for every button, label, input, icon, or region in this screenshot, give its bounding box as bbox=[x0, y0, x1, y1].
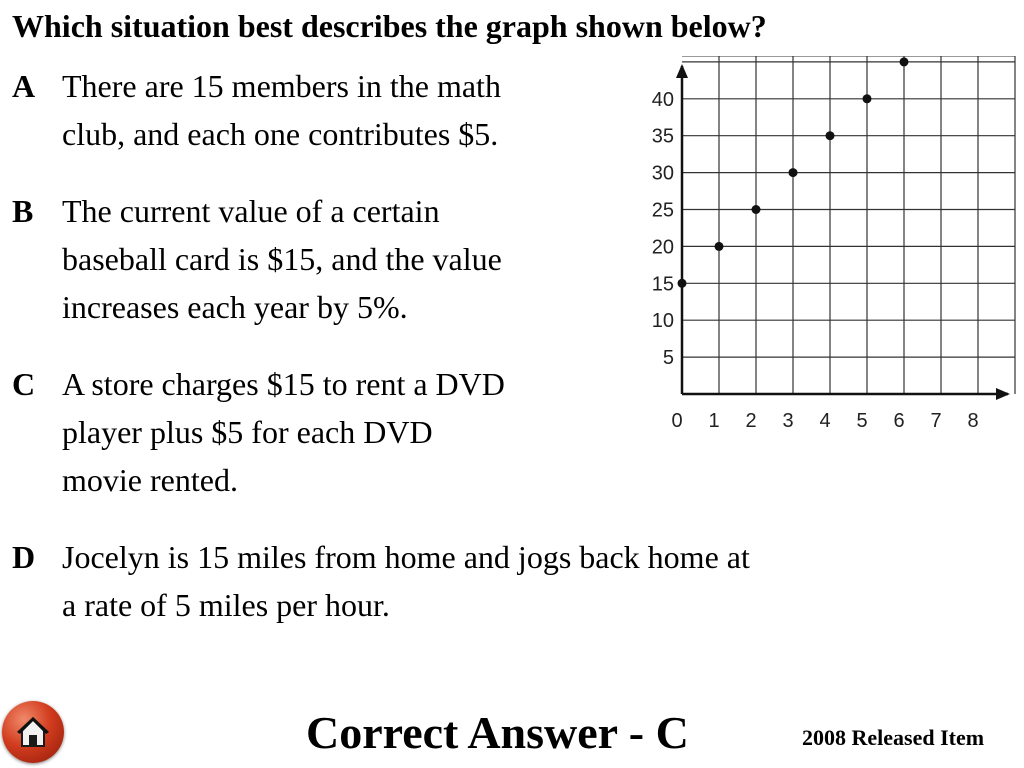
x-tick-label: 1 bbox=[708, 410, 720, 432]
y-tick-label: 20 bbox=[651, 236, 674, 259]
home-button[interactable] bbox=[2, 701, 64, 763]
data-point bbox=[863, 94, 872, 103]
scatter-chart bbox=[640, 56, 1020, 446]
chart-ticks bbox=[652, 89, 979, 432]
option-line: movie rented. bbox=[62, 462, 238, 498]
data-point bbox=[715, 242, 724, 251]
y-tick-label: 25 bbox=[651, 199, 674, 222]
option-line: There are 15 members in the math bbox=[62, 68, 501, 104]
x-tick-label: 5 bbox=[856, 410, 868, 432]
correct-answer: Correct Answer - C bbox=[306, 707, 689, 758]
question-text: Which situation best describes the graph shown below? bbox=[12, 8, 767, 44]
data-point bbox=[678, 279, 687, 288]
option-line: A store charges $15 to rent a DVD bbox=[62, 366, 505, 402]
y-tick-label: 40 bbox=[651, 88, 674, 111]
x-tick-label: 0 bbox=[671, 410, 683, 432]
option-line: a rate of 5 miles per hour. bbox=[62, 587, 390, 623]
x-tick-label: 8 bbox=[967, 410, 979, 432]
x-tick-label: 6 bbox=[893, 410, 905, 432]
y-tick-label: 35 bbox=[651, 125, 674, 148]
option-line: club, and each one contributes $5. bbox=[62, 116, 499, 152]
option-letter: A bbox=[12, 68, 36, 104]
y-tick-label: 30 bbox=[651, 162, 674, 185]
data-point bbox=[826, 131, 835, 140]
option-line: player plus $5 for each DVD bbox=[62, 414, 433, 450]
y-axis-arrow bbox=[676, 64, 688, 78]
x-tick-label: 2 bbox=[745, 410, 757, 432]
chart-grid bbox=[682, 56, 1015, 394]
option-letter: D bbox=[12, 539, 36, 575]
y-tick-label: 5 bbox=[662, 347, 674, 370]
release-label: 2008 Released Item bbox=[802, 725, 985, 750]
x-tick-label: 7 bbox=[930, 410, 942, 432]
chart-axes bbox=[676, 64, 1010, 400]
data-point bbox=[789, 168, 798, 177]
option-line: baseball card is $15, and the value bbox=[62, 241, 502, 277]
option-letter: B bbox=[12, 193, 34, 229]
y-tick-label: 10 bbox=[651, 310, 674, 333]
x-tick-label: 4 bbox=[819, 410, 831, 432]
data-point bbox=[752, 205, 761, 214]
option-line: Jocelyn is 15 miles from home and jogs back home at bbox=[62, 539, 750, 575]
x-axis-arrow bbox=[996, 388, 1010, 400]
y-tick-label: 15 bbox=[651, 273, 674, 296]
option-line: The current value of a certain bbox=[62, 193, 440, 229]
house-icon bbox=[13, 712, 53, 752]
x-tick-label: 3 bbox=[782, 410, 794, 432]
data-point bbox=[900, 57, 909, 66]
option-line: increases each year by 5%. bbox=[62, 289, 408, 325]
option-letter: C bbox=[12, 366, 36, 402]
